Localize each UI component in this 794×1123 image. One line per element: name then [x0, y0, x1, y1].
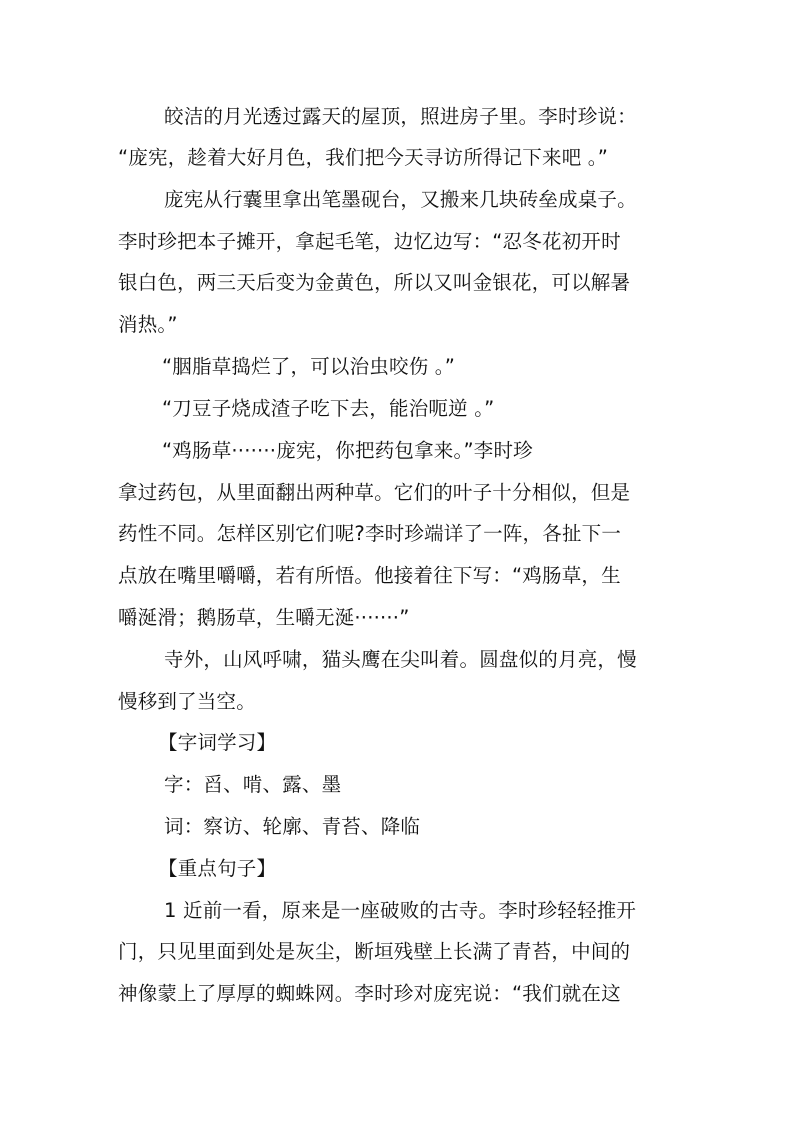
- paragraph-line: 消热。”: [118, 313, 178, 336]
- paragraph-line: 拿过药包，从里面翻出两种草。它们的叶子十分相似，但是: [118, 481, 631, 504]
- vocab-line: 字：舀、啃、露、墨: [164, 773, 342, 796]
- paragraph-line: 神像蒙上了厚厚的蜘蛛网。李时珍对庞宪说：“我们就在这: [118, 982, 621, 1005]
- paragraph-line: 1 近前一看，原来是一座破败的古寺。李时珍轻轻推开: [164, 899, 637, 922]
- paragraph-line: 慢移到了当空。: [118, 690, 256, 713]
- paragraph-line: 李时珍把本子摊开，拿起毛笔，边忆边写：“忍冬花初开时: [118, 230, 621, 253]
- paragraph-line: 庞宪从行囊里拿出笔墨砚台，又搬来几块砖垒成桌子。: [164, 188, 637, 211]
- paragraph-line: 皎洁的月光透过露天的屋顶，照进房子里。李时珍说：: [164, 105, 637, 128]
- section-heading: 【字词学习】: [158, 731, 277, 754]
- paragraph-line: “胭脂草捣烂了，可以治虫咬伤 。”: [162, 355, 456, 378]
- paragraph-line: 寺外，山风呼啸，猫头鹰在尖叫着。圆盘似的月亮，慢: [164, 648, 637, 671]
- paragraph-line: 药性不同。怎样区别它们呢?李时珍端详了一阵，各扯下一: [118, 522, 622, 545]
- paragraph-line: 点放在嘴里嚼嚼，若有所悟。他接着往下写：“鸡肠草，生: [118, 564, 621, 587]
- section-heading: 【重点句子】: [158, 857, 277, 880]
- paragraph-line: 门，只见里面到处是灰尘，断垣残壁上长满了青苔，中间的: [118, 940, 631, 963]
- paragraph-line: “鸡肠草·······庞宪，你把药包拿来。”李时珍: [162, 439, 533, 462]
- paragraph-line: 嚼涎滑；鹅肠草，生嚼无涎·······”: [118, 606, 410, 629]
- paragraph-line: 银白色，两三天后变为金黄色，所以又叫金银花，可以解暑: [118, 271, 631, 294]
- paragraph-line: “刀豆子烧成渣子吃下去，能治呃逆 。”: [162, 397, 495, 420]
- vocab-line: 词：察访、轮廓、青苔、降临: [164, 815, 421, 838]
- paragraph-line: “庞宪，趁着大好月色，我们把今天寻访所得记下来吧 。”: [118, 146, 609, 169]
